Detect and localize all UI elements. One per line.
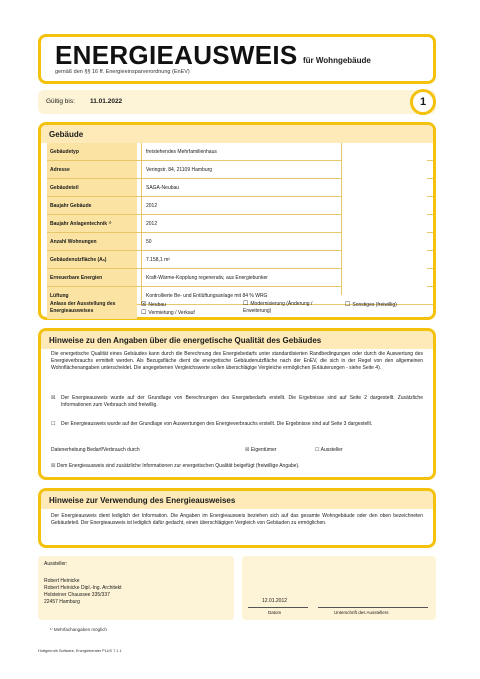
freiwillig-row (51, 463, 423, 470)
validity-date: 11.01.2022 (90, 98, 123, 105)
checked-box-icon: ☒ (141, 302, 147, 308)
software-credit: Hottgenroth Software, Energieberater PLUS 7.1.1 (38, 649, 122, 653)
freiwillig-text: Dem Energieausweis sind zusätzliche Informationen zur energetischen Qualität beigefügt (freiwillige Angabe). (56, 463, 300, 469)
aussteller-line: Holsteiner Chaussee 335/337 (44, 592, 110, 598)
legal-reference: gemäß den §§ 16 ff. Energieeinsparverordnung (EnEV) (55, 69, 190, 75)
checkbox-aussteller[interactable]: ☐ Aussteller (315, 447, 343, 453)
aussteller-line: Robert Heinicke (44, 578, 80, 584)
checkbox-eigentuemer[interactable]: ☒ Eigentümer (245, 447, 277, 453)
row-value: SAGA-Neubau (141, 179, 343, 196)
option-verbrauch-text: Der Energieausweis wurde auf der Grundlage von Auswertungen des Energieverbrauchs erstellt. Die Ergebnisse sind auf Seite 3 dargestellt. (61, 421, 373, 427)
footnote: ¹⁾ Mehrfachangaben möglich (50, 627, 107, 632)
aussteller-box (38, 556, 234, 620)
row-label: Baujahr Anlagentechnik ¹⁾ (47, 215, 137, 232)
option-bedarf (51, 395, 423, 409)
row-label: Gebäudenutzfläche (Aₙ) (47, 251, 137, 268)
document-header (38, 34, 436, 84)
row-value: Veringstr. 84, 21109 Hamburg (141, 161, 343, 178)
aussteller-line: Robert Heinicke Dipl.-Ing. Architekt (44, 585, 122, 591)
aussteller-line: 22457 Hamburg (44, 599, 80, 605)
row-value: freistehendes Mehrfamilienhaus (141, 143, 343, 160)
row-label: Erneuerbare Energien (47, 269, 137, 286)
section-title: Hinweise zur Verwendung des Energieausweises (41, 491, 433, 509)
aussteller-label: Aussteller: (44, 561, 68, 567)
checked-box-icon: ☒ (51, 463, 56, 469)
signature-date: 12.01.2012 (262, 598, 288, 604)
unchecked-box-icon: ☐ (345, 302, 351, 308)
validity-bar (38, 90, 436, 114)
signature-label: Unterschrift des Ausstellers (334, 610, 389, 615)
section-verwendung (38, 488, 436, 548)
row-label: Lüftung (47, 287, 137, 304)
checkbox-label: Vermietung / Verkauf (148, 310, 195, 316)
row-label: Anzahl Wohnungen (47, 233, 137, 250)
unchecked-box-icon: ☐ (51, 421, 56, 427)
checkbox-label: Eigentümer (250, 447, 277, 453)
row-value: 50 (141, 233, 343, 250)
unchecked-box-icon: ☐ (141, 310, 147, 316)
signature-box (242, 556, 436, 620)
datenerhebung-row (51, 447, 423, 454)
document-title: ENERGIEAUSWEIS (55, 40, 298, 70)
option-verbrauch (51, 421, 423, 428)
page-number-badge: 1 (410, 89, 436, 115)
row-label: Adresse (47, 161, 137, 178)
section-hinweise (38, 328, 436, 480)
date-line (248, 607, 308, 608)
signature-line (318, 607, 428, 608)
checkbox-label: Neubau (148, 302, 166, 308)
section-title: Gebäude (41, 125, 433, 143)
datenerhebung-label: Datenerhebung Bedarf/Verbrauch durch (51, 447, 140, 453)
anlass-row (47, 299, 433, 319)
checked-box-icon: ☒ (51, 395, 56, 401)
row-label: Gebäudetyp (47, 143, 137, 160)
checkbox-vermietung[interactable] (141, 309, 195, 316)
row-value: Kraft-Wärme-Kopplung regenerativ, aus Energiebunker (141, 269, 433, 286)
validity-label: Gültig bis: (46, 98, 75, 105)
row-value: 7.158,1 m² (141, 251, 343, 268)
anlass-label: Anlass der Ausstellung des Energieausweises (47, 299, 137, 319)
row-value: 2012 (141, 215, 343, 232)
hinweise-intro: Die energetische Qualität eines Gebäudes kann durch die Berechnung des Energiebedarfs unter standardisierten Randbedingungen oder durch die Auswertung des Energieverbrauchs ermittelt werden. Als Bezugsfläche dient die energetische Gebäudenutzfläche nach der EnEV, die sich in der Regel von den allgemeinen Wohnflächenangaben unterscheidet. Die angegebenen Vergleichswerte sollen überschlägige Vergleiche ermöglichen (Erläuterungen - siehe Seite 4). (51, 351, 423, 371)
building-photo-placeholder (341, 143, 427, 295)
row-value: Kontrollierte Be- und Entlüftungsanlage mit 84 % WRG (141, 287, 433, 304)
row-label: Baujahr Gebäude (47, 197, 137, 214)
checkbox-label: Modernisierung (Änderung / Erweiterung) (243, 301, 313, 314)
section-title: Hinweise zu den Angaben über die energetische Qualität des Gebäudes (41, 331, 433, 349)
verwendung-text: Der Energieausweis dient lediglich der Information. Die Angaben im Energieausweis beziehen sich auf das gesamte Wohngebäude oder den oben bezeichneten Gebäudeteil. Der Energieausweis ist lediglich dafür gedacht, einen überschlägigen Vergleich von Gebäuden zu ermöglichen. (51, 513, 423, 526)
checkbox-label: Sonstiges (freiwillig) (352, 302, 397, 308)
row-value: 2012 (141, 197, 343, 214)
checkbox-sonstiges[interactable] (345, 301, 397, 308)
row-label: Gebäudeteil (47, 179, 137, 196)
section-gebaeude (38, 122, 436, 320)
checkbox-neubau[interactable] (141, 301, 166, 308)
checkbox-modernisierung[interactable] (243, 301, 333, 315)
document-subtitle: für Wohngebäude (303, 56, 371, 65)
unchecked-box-icon: ☐ (243, 301, 249, 307)
option-bedarf-text: Der Energieausweis wurde auf der Grundlage von Berechnungen des Energiebedarfs erstellt. Die Ergebnisse sind auf Seite 2 dargestellt. Zusätzliche Informationen zum Verbrauch sind freiwillig. (61, 395, 423, 408)
date-label: Datum (268, 610, 282, 615)
checkbox-label: Aussteller (320, 447, 343, 453)
